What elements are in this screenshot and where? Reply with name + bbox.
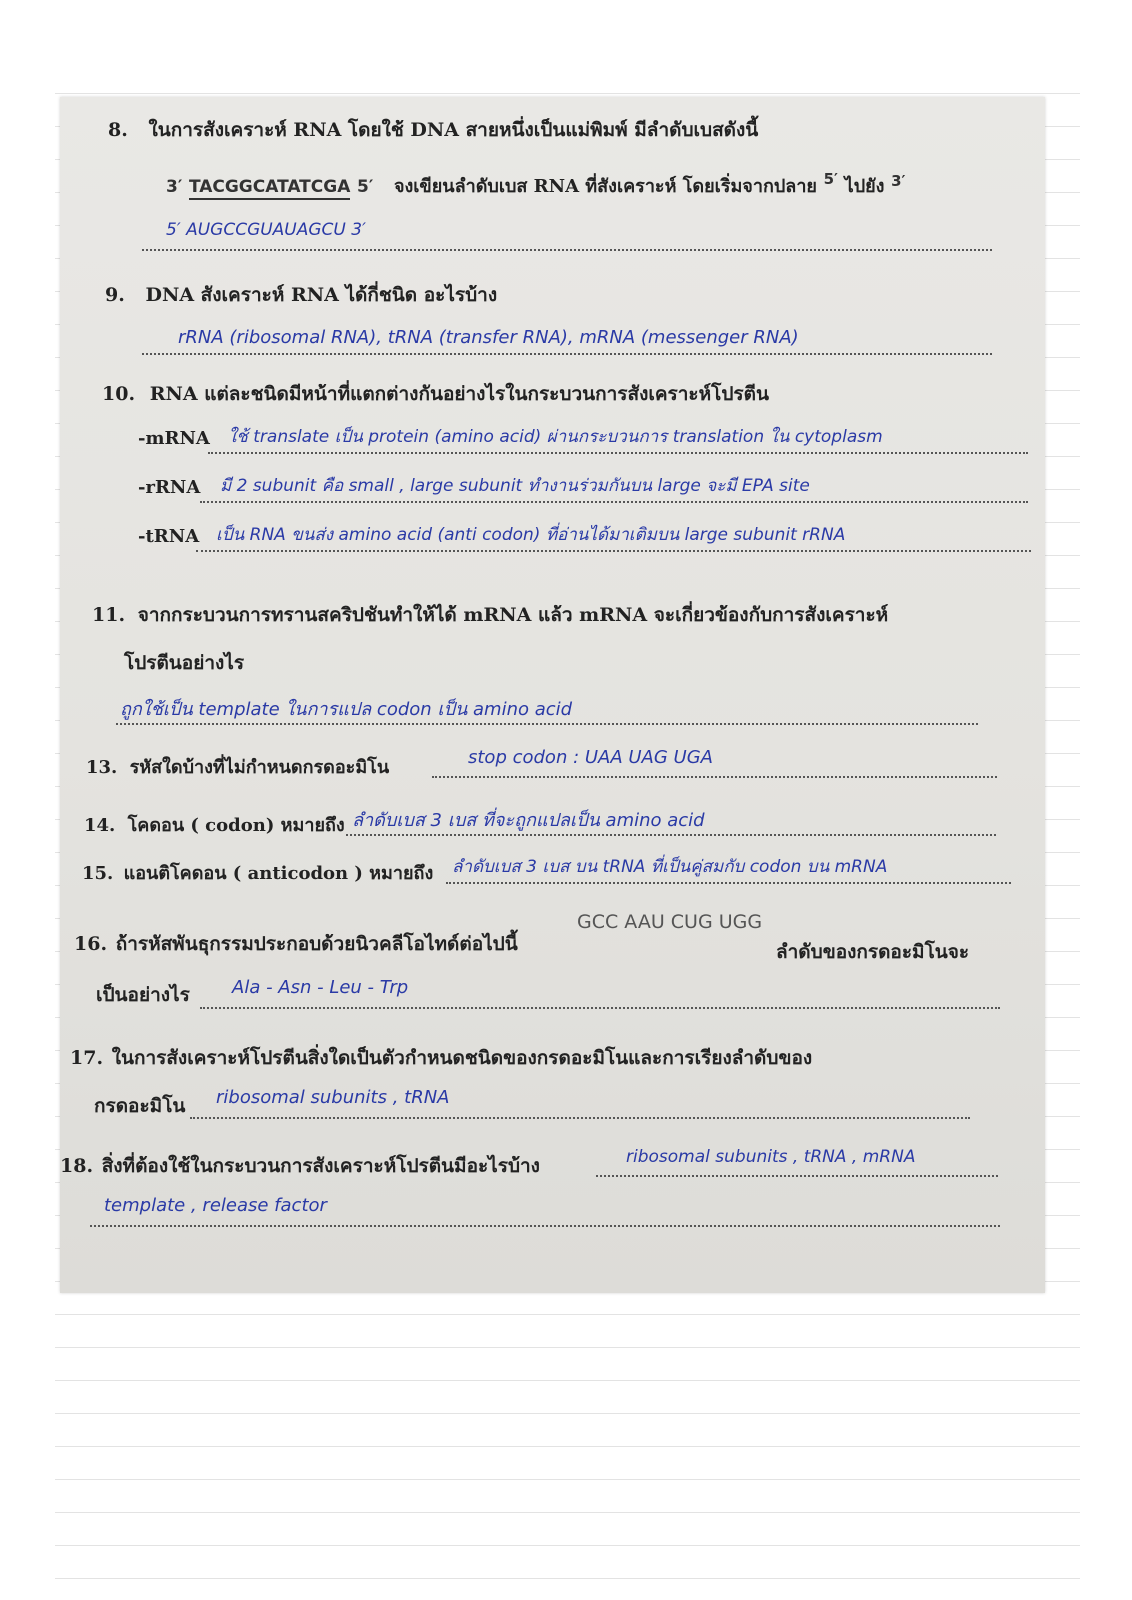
template-line [166,171,906,200]
answer-11: ถูกใช้เป็น template ในการแปล codon เป็น amino acid [120,699,573,720]
question-10 [102,379,769,409]
question-number: 18. [60,1155,94,1177]
answer-10-mrna: ใช้ translate เป็น protein (amino acid) ผ่านกระบวนการ translation ใน cytoplasm [228,427,883,447]
question-16-cont: เป็นอย่างไร [96,984,190,1006]
question-number: 13. [86,757,118,778]
answer-10-rrna: มี 2 subunit คือ small , large subunit ทำงานร่วมกันบน large จะมี EPA site [220,476,810,496]
ruled-line [55,1479,1080,1480]
question-13 [86,752,389,781]
answer-line [196,550,1031,552]
question-text: ถ้ารหัสพันธุกรรมประกอบด้วยนิวคลีโอไทด์ต่อไปนี้ [115,933,518,955]
answer-line [190,1117,970,1119]
question-18 [60,1151,540,1181]
question-number: 11. [92,604,126,626]
to-word: ไปยัง [844,176,885,197]
instruction-text: จงเขียนลำดับเบส RNA ที่สังเคราะห์ โดยเริ่มจากปลาย [393,176,817,197]
codon-sequence: GCC AAU CUG UGG [577,911,763,933]
question-17 [70,1043,812,1073]
answer-line [116,723,978,725]
ruled-line [55,1578,1080,1579]
answer-line [208,452,1028,454]
ruled-line [55,1314,1080,1315]
ruled-line [55,1347,1080,1348]
question-text: โคดอน ( codon) หมายถึง [127,815,345,836]
question-text: RNA แต่ละชนิดมีหน้าที่แตกต่างกันอย่างไรในกระบวนการสังเคราะห์โปรตีน [149,383,769,405]
ruled-line [55,93,1080,94]
template-3-end: 3′ [166,177,183,197]
ruled-line [55,1413,1080,1414]
answer-line [142,249,992,251]
to-end: 3′ [891,172,906,190]
answer-line [90,1225,1000,1227]
answer-line [200,501,1028,503]
answer-line [432,776,997,778]
answer-14: ลำดับเบส 3 เบส ที่จะถูกแปลเป็น amino acid [352,810,705,831]
answer-line [346,834,996,836]
question-number: 15. [82,863,114,884]
question-text: แอนติโคดอน ( anticodon ) หมายถึง [123,863,434,884]
worksheet-photo [60,97,1045,1293]
dna-template-sequence: TACGGCATATCGA [189,177,350,200]
question-number: 14. [84,815,116,836]
answer-18-cont: template , release factor [104,1195,327,1216]
template-5-end: 5′ [357,177,374,197]
answer-18: ribosomal subunits , tRNA , mRNA [626,1147,916,1167]
question-number: 16. [74,933,108,955]
question-text: รหัสใดบ้างที่ไม่กำหนดกรดอะมิโน [129,757,390,778]
question-text: สิ่งที่ต้องใช้ในกระบวนการสังเคราะห์โปรตีนมีอะไรบ้าง [101,1155,540,1177]
question-text: DNA สังเคราะห์ RNA ได้กี่ชนิด อะไรบ้าง [145,284,498,306]
ruled-line [55,1512,1080,1513]
question-16-right: ลำดับของกรดอะมิโนจะ [776,941,970,963]
ruled-line [55,1380,1080,1381]
label-rrna: -rRNA [138,477,201,498]
answer-16: Ala - Asn - Leu - Trp [232,977,409,998]
ruled-line [55,1545,1080,1546]
question-number: 9. [105,284,125,306]
answer-line [200,1007,1000,1009]
answer-line [596,1175,998,1177]
from-end: 5′ [823,170,839,188]
question-number: 10. [102,383,136,405]
question-9 [105,280,497,310]
label-mrna: -mRNA [138,428,210,449]
question-11-cont: โปรตีนอย่างไร [124,652,245,674]
question-number: 8. [108,119,128,141]
question-number: 17. [70,1047,104,1069]
answer-line [142,353,992,355]
answer-line [446,882,1011,884]
label-trna: -tRNA [138,526,200,547]
question-16 [74,929,518,959]
question-text: ในการสังเคราะห์โปรตีนสิ่งใดเป็นตัวกำหนดชนิดของกรดอะมิโนและการเรียงลำดับของ [111,1047,813,1069]
answer-8: 5′ AUGCCGUAUAGCU 3′ [166,220,366,240]
question-17-cont: กรดอะมิโน [94,1095,186,1117]
answer-15: ลำดับเบส 3 เบส บน tRNA ที่เป็นคู่สมกับ codon บน mRNA [452,857,888,877]
answer-10-trna: เป็น RNA ขนส่ง amino acid (anti codon) ที่อ่านได้มาเติมบน large subunit rRNA [216,525,846,545]
answer-17: ribosomal subunits , tRNA [216,1087,450,1108]
answer-13: stop codon : UAA UAG UGA [468,747,713,768]
question-text: จากกระบวนการทรานสคริปชันทำให้ได้ mRNA แล้ว mRNA จะเกี่ยวข้องกับการสังเคราะห์ [137,604,889,626]
question-11 [92,600,888,630]
ruled-line [55,1446,1080,1447]
question-8 [108,115,758,145]
question-text: ในการสังเคราะห์ RNA โดยใช้ DNA สายหนึ่งเป็นแม่พิมพ์ มีลำดับเบสดังนี้ [148,119,759,141]
question-14 [84,810,345,839]
answer-9: rRNA (ribosomal RNA), tRNA (transfer RNA), mRNA (messenger RNA) [178,327,799,348]
question-15 [82,858,433,887]
